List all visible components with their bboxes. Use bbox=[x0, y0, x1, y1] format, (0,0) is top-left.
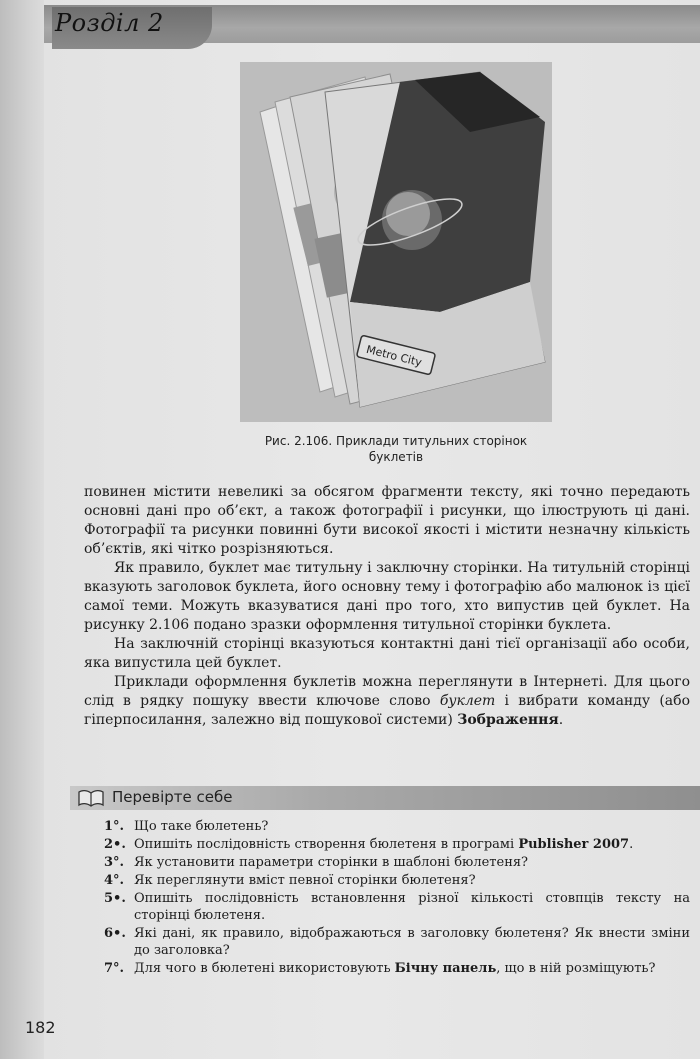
page-margin-strip bbox=[0, 0, 44, 1059]
question-number: 7°. bbox=[104, 961, 125, 976]
question-text: Як переглянути вміст певної сторінки бюлетеня? bbox=[134, 873, 476, 888]
self-check-title: Перевірте себе bbox=[112, 788, 233, 806]
self-check-header bbox=[70, 786, 700, 810]
question-item bbox=[100, 854, 690, 871]
question-item bbox=[100, 960, 690, 977]
brochures-illustration bbox=[240, 62, 552, 422]
paragraph-text: і вибрати команду (або гіперпосилання, залежно від пошукової системи) bbox=[84, 693, 690, 728]
question-number: 4°. bbox=[104, 873, 125, 888]
question-number: 1°. bbox=[104, 819, 125, 834]
paragraph: Як правило, буклет має титульну і заключну сторінки. На титульній сторінці вказують заголовок буклета, його основну тему і фотографію або малюнок із цієї самої теми. Можуть вказуватися дані про того, хто випустив цей буклет. На рисунку 2.106 подано зразки оформлення титульної сторінки буклета. bbox=[84, 560, 690, 633]
question-text: Які дані, як правило, відображаються в заголовку бюлетеня? Як внести зміни до заголовка? bbox=[134, 926, 690, 958]
question-item bbox=[100, 872, 690, 889]
command-bold: Зображення bbox=[457, 712, 559, 728]
open-book-icon bbox=[78, 789, 104, 807]
question-number: 6•. bbox=[104, 926, 126, 941]
caption-line-2: буклетів bbox=[368, 450, 424, 464]
paragraph-text: . bbox=[558, 712, 564, 728]
brochure-label: Metro City bbox=[364, 342, 424, 370]
caption-line-1: Рис. 2.106. Приклади титульних сторінок bbox=[264, 434, 528, 448]
section-title: Розділ 2 bbox=[55, 9, 164, 37]
paragraph-text: Приклади оформлення буклетів можна переглянути в Інтернеті. Для цього слід в рядку пошуку ввести ключове слово bbox=[84, 674, 690, 709]
question-bold-term: Бічну панель bbox=[394, 961, 497, 976]
question-bold-term: Publisher 2007 bbox=[518, 837, 630, 852]
question-item bbox=[100, 836, 690, 853]
question-text: . bbox=[629, 837, 634, 852]
question-number: 2•. bbox=[104, 837, 126, 852]
keyword-italic: буклет bbox=[439, 693, 496, 709]
question-item bbox=[100, 925, 690, 959]
question-text: Що таке бюлетень? bbox=[134, 819, 269, 834]
figure-caption bbox=[226, 433, 566, 465]
paragraph bbox=[84, 673, 690, 730]
question-text: Для чого в бюлетені використовують bbox=[134, 961, 395, 976]
question-number: 5•. bbox=[104, 891, 126, 906]
question-number: 3°. bbox=[104, 855, 125, 870]
question-text: Як установити параметри сторінки в шаблоні бюлетеня? bbox=[134, 855, 529, 870]
figure-brochures bbox=[240, 62, 552, 422]
paragraph: На заключній сторінці вказуються контактні дані тієї організації або особи, яка випустила цей буклет. bbox=[84, 636, 690, 671]
front-brochure bbox=[325, 72, 545, 407]
body-text bbox=[84, 483, 690, 730]
question-text: Опишіть послідовність створення бюлетеня в програмі bbox=[134, 837, 519, 852]
question-item bbox=[100, 818, 690, 835]
question-list bbox=[100, 818, 690, 978]
question-item bbox=[100, 890, 690, 924]
question-text: Опишіть послідовність встановлення різної кількості стовпців тексту на сторінці бюлетеня. bbox=[134, 891, 690, 923]
question-text: , що в ній розміщують? bbox=[496, 961, 656, 976]
paragraph: повинен містити невеликі за обсягом фрагменти тексту, які точно передають основні дані про об’єкт, а також фотографії і рисунки, що ілюструють ці дані. Фотографії та рисунки повинні бути високої якості і містити незначну кількість об’єктів, які чітко розрізняються. bbox=[84, 484, 690, 557]
page-number: 182 bbox=[25, 1018, 56, 1037]
